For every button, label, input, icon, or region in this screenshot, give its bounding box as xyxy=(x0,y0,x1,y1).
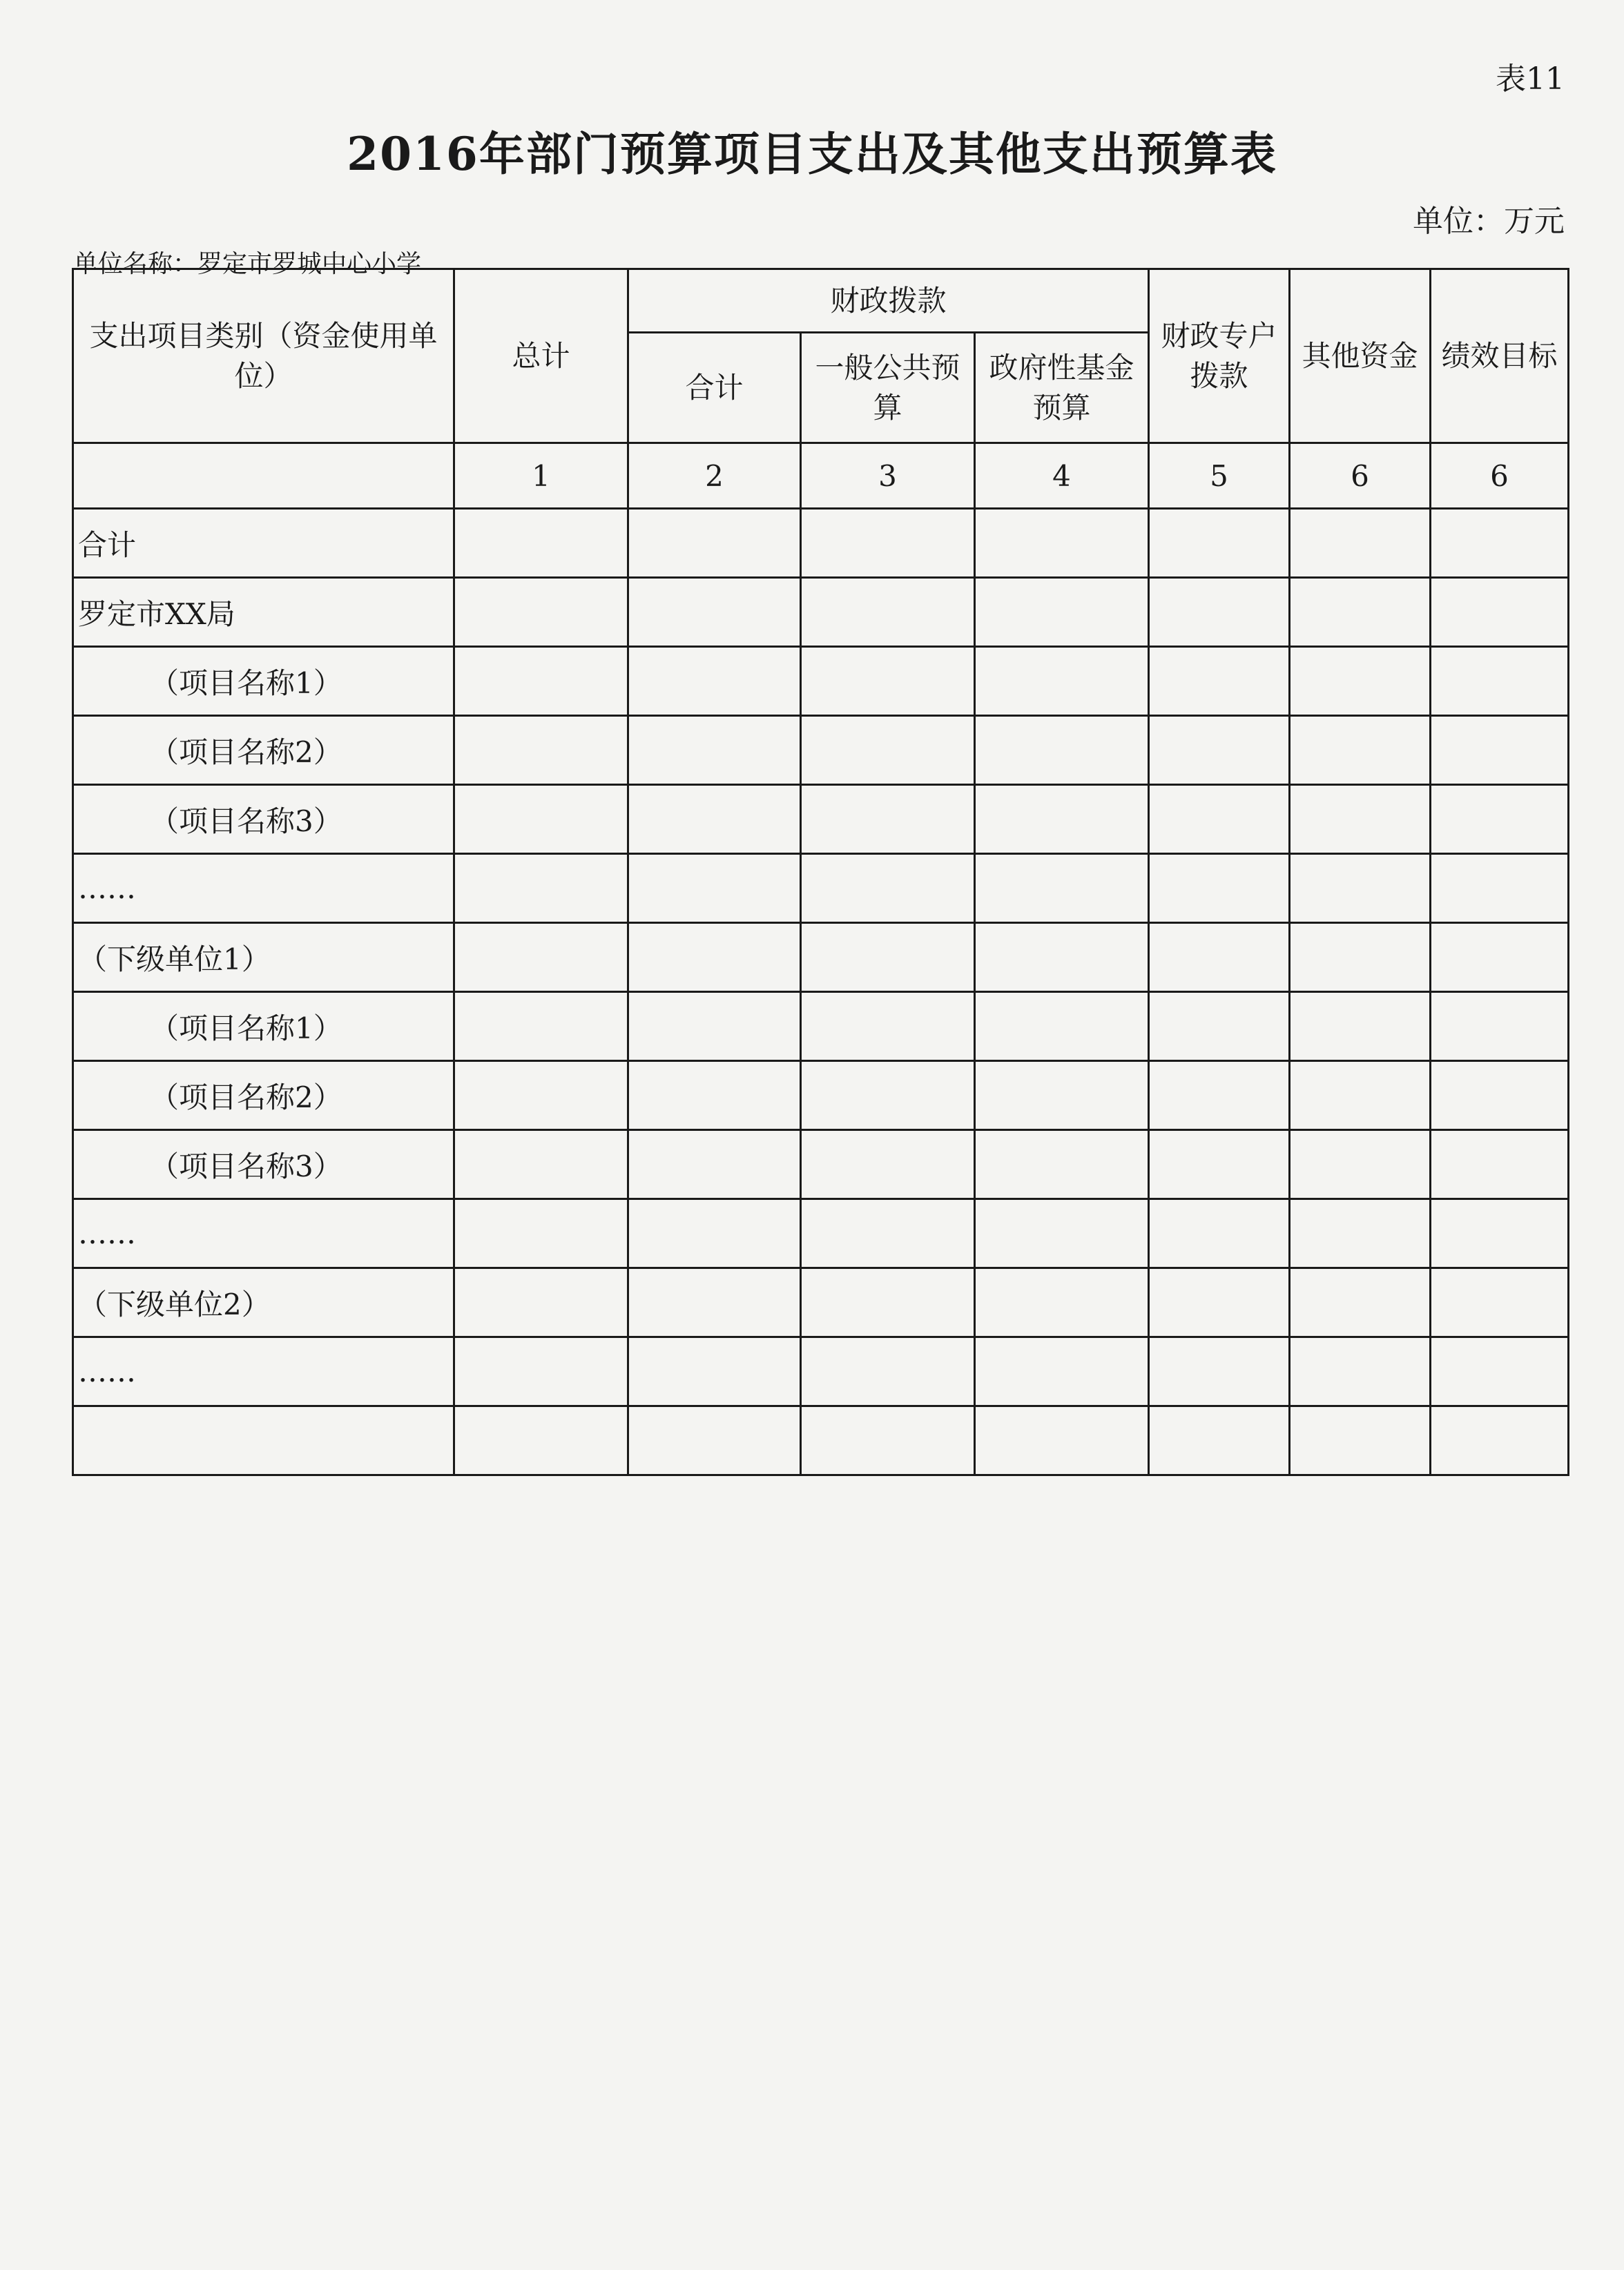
unit-label: 单位：万元 xyxy=(1413,204,1565,239)
header-fiscal-subtotal: 合计 xyxy=(628,333,801,443)
row-label: …… xyxy=(73,1337,454,1406)
page-title: 2016年部门预算项目支出及其他支出预算表 xyxy=(347,127,1277,181)
table-row xyxy=(73,509,1569,578)
row-label: （项目名称2） xyxy=(73,1061,454,1130)
value-cell xyxy=(801,1337,975,1406)
value-cell xyxy=(975,785,1149,854)
table-number: 表11 xyxy=(1496,61,1565,97)
value-cell xyxy=(801,1406,975,1475)
row-label: 罗定市XX局 xyxy=(73,578,454,647)
table-row xyxy=(73,854,1569,923)
value-cell xyxy=(1431,716,1569,785)
org-name: 单位名称：罗定市罗城中心小学 xyxy=(73,250,422,278)
value-cell xyxy=(628,716,801,785)
row-label: （项目名称1） xyxy=(73,647,454,716)
header-special-account: 财政专户拨款 xyxy=(1149,269,1290,443)
value-cell xyxy=(454,854,628,923)
value-cell xyxy=(1290,1130,1431,1199)
value-cell xyxy=(454,1199,628,1268)
value-cell xyxy=(1149,509,1290,578)
value-cell xyxy=(975,647,1149,716)
value-cell xyxy=(1431,923,1569,992)
value-cell xyxy=(454,1130,628,1199)
table-row xyxy=(73,578,1569,647)
row-label: （项目名称3） xyxy=(73,1130,454,1199)
table-row xyxy=(73,716,1569,785)
value-cell xyxy=(628,785,801,854)
value-cell xyxy=(1431,1199,1569,1268)
value-cell xyxy=(1290,716,1431,785)
value-cell xyxy=(1149,647,1290,716)
value-cell xyxy=(1290,1268,1431,1337)
value-cell xyxy=(1149,992,1290,1061)
value-cell xyxy=(975,578,1149,647)
value-cell xyxy=(801,716,975,785)
value-cell xyxy=(1290,992,1431,1061)
table-row xyxy=(73,1406,1569,1475)
value-cell xyxy=(454,716,628,785)
value-cell xyxy=(454,647,628,716)
value-cell xyxy=(975,1199,1149,1268)
value-cell xyxy=(1149,1406,1290,1475)
value-cell xyxy=(628,992,801,1061)
table-row xyxy=(73,923,1569,992)
value-cell xyxy=(1149,716,1290,785)
value-cell xyxy=(975,854,1149,923)
row-label: （项目名称1） xyxy=(73,992,454,1061)
value-cell xyxy=(975,1268,1149,1337)
value-cell xyxy=(628,923,801,992)
header-performance: 绩效目标 xyxy=(1431,269,1569,443)
value-cell xyxy=(1431,1268,1569,1337)
value-cell xyxy=(628,578,801,647)
value-cell xyxy=(1149,854,1290,923)
value-cell xyxy=(1431,1061,1569,1130)
row-label: …… xyxy=(73,854,454,923)
value-cell xyxy=(628,509,801,578)
value-cell xyxy=(1149,1268,1290,1337)
row-label: （下级单位2） xyxy=(73,1268,454,1337)
value-cell xyxy=(801,992,975,1061)
value-cell xyxy=(801,923,975,992)
value-cell xyxy=(1149,578,1290,647)
value-cell xyxy=(1290,578,1431,647)
value-cell xyxy=(628,854,801,923)
value-cell xyxy=(454,1061,628,1130)
value-cell xyxy=(1290,854,1431,923)
value-cell xyxy=(454,785,628,854)
table-row xyxy=(73,647,1569,716)
value-cell xyxy=(1149,1337,1290,1406)
value-cell xyxy=(975,509,1149,578)
value-cell xyxy=(1431,854,1569,923)
header-other-funds: 其他资金 xyxy=(1290,269,1431,443)
value-cell xyxy=(975,1130,1149,1199)
column-number: 4 xyxy=(975,443,1149,509)
value-cell xyxy=(628,647,801,716)
column-number: 1 xyxy=(454,443,628,509)
value-cell xyxy=(1290,923,1431,992)
value-cell xyxy=(801,1199,975,1268)
value-cell xyxy=(454,992,628,1061)
value-cell xyxy=(975,716,1149,785)
value-cell xyxy=(454,1406,628,1475)
table-row xyxy=(73,992,1569,1061)
header-general-public: 一般公共预算 xyxy=(801,333,975,443)
value-cell xyxy=(801,1268,975,1337)
value-cell xyxy=(454,923,628,992)
value-cell xyxy=(1431,1130,1569,1199)
value-cell xyxy=(801,854,975,923)
value-cell xyxy=(1149,1199,1290,1268)
value-cell xyxy=(1290,647,1431,716)
column-number: 6 xyxy=(1431,443,1569,509)
header-gov-fund: 政府性基金预算 xyxy=(975,333,1149,443)
table-row xyxy=(73,1337,1569,1406)
value-cell xyxy=(975,1406,1149,1475)
table-row xyxy=(73,1061,1569,1130)
value-cell xyxy=(1149,1130,1290,1199)
header-fiscal-group: 财政拨款 xyxy=(628,269,1149,333)
value-cell xyxy=(628,1337,801,1406)
value-cell xyxy=(454,1268,628,1337)
column-number: 3 xyxy=(801,443,975,509)
value-cell xyxy=(628,1268,801,1337)
value-cell xyxy=(1149,785,1290,854)
value-cell xyxy=(1431,1337,1569,1406)
value-cell xyxy=(1290,509,1431,578)
value-cell xyxy=(454,578,628,647)
value-cell xyxy=(1431,992,1569,1061)
value-cell xyxy=(1290,1337,1431,1406)
column-number xyxy=(73,443,454,509)
value-cell xyxy=(801,785,975,854)
header-category: 支出项目类别（资金使用单位） xyxy=(73,269,454,443)
value-cell xyxy=(975,1061,1149,1130)
value-cell xyxy=(801,578,975,647)
row-label: …… xyxy=(73,1199,454,1268)
value-cell xyxy=(801,647,975,716)
column-number-row xyxy=(73,443,1569,509)
value-cell xyxy=(1149,1061,1290,1130)
value-cell xyxy=(1431,578,1569,647)
value-cell xyxy=(1431,785,1569,854)
row-label: （下级单位1） xyxy=(73,923,454,992)
value-cell xyxy=(801,1130,975,1199)
table-row xyxy=(73,1268,1569,1337)
value-cell xyxy=(1149,923,1290,992)
table-row xyxy=(73,1199,1569,1268)
value-cell xyxy=(975,923,1149,992)
budget-table xyxy=(72,268,1569,1476)
value-cell xyxy=(1290,1061,1431,1130)
value-cell xyxy=(1431,1406,1569,1475)
value-cell xyxy=(628,1199,801,1268)
header-total: 总计 xyxy=(454,269,628,443)
row-label: （项目名称3） xyxy=(73,785,454,854)
column-number: 2 xyxy=(628,443,801,509)
value-cell xyxy=(801,1061,975,1130)
value-cell xyxy=(628,1061,801,1130)
row-label: 合计 xyxy=(73,509,454,578)
table-row xyxy=(73,1130,1569,1199)
value-cell xyxy=(975,992,1149,1061)
column-number: 6 xyxy=(1290,443,1431,509)
column-number: 5 xyxy=(1149,443,1290,509)
value-cell xyxy=(628,1406,801,1475)
value-cell xyxy=(1290,1406,1431,1475)
value-cell xyxy=(1431,647,1569,716)
value-cell xyxy=(1431,509,1569,578)
value-cell xyxy=(454,509,628,578)
value-cell xyxy=(1290,785,1431,854)
row-label: （项目名称2） xyxy=(73,716,454,785)
value-cell xyxy=(454,1337,628,1406)
value-cell xyxy=(628,1130,801,1199)
table-row xyxy=(73,785,1569,854)
row-label xyxy=(73,1406,454,1475)
value-cell xyxy=(1290,1199,1431,1268)
value-cell xyxy=(801,509,975,578)
value-cell xyxy=(975,1337,1149,1406)
